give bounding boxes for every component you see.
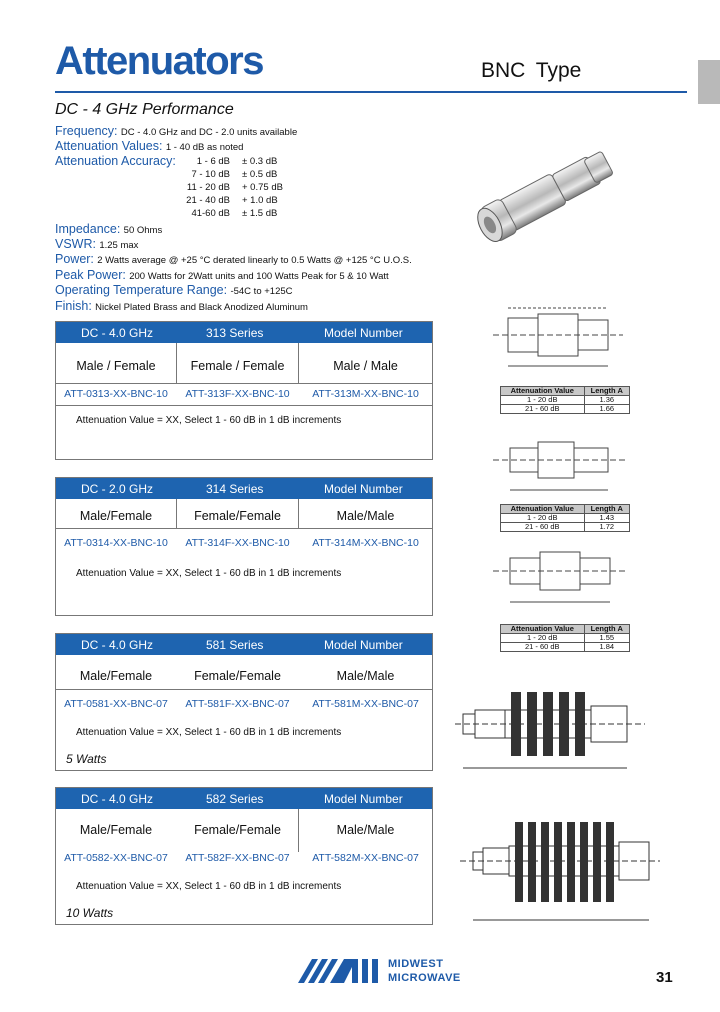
- type-female-female: Female/Female: [194, 509, 281, 523]
- company-name-line1: MIDWEST: [388, 958, 444, 970]
- spec-finish: Finish: Nickel Plated Brass and Black Anodized Aluminum: [55, 299, 308, 313]
- title-rule: [55, 91, 687, 93]
- part-number: ATT-581M-XX-BNC-07: [312, 698, 419, 710]
- spec-peak-power: Peak Power: 200 Watts for 2Watt units and 100 Watts Peak for 5 & 10 Watt: [55, 268, 389, 282]
- spec-attenuation-values: Attenuation Values: 1 - 40 dB as noted: [55, 139, 244, 153]
- section-tab: [698, 60, 720, 104]
- finned-attenuator-5w-drawing: [455, 670, 655, 780]
- part-number: ATT-0314-XX-BNC-10: [64, 537, 168, 549]
- attenuation-note: Attenuation Value = XX, Select 1 - 60 dB in 1 dB increments: [76, 881, 342, 892]
- part-number: ATT-581F-XX-BNC-07: [185, 698, 290, 710]
- accuracy-row: 11 - 20 dB + 0.75 dB: [186, 182, 283, 193]
- type-male-male: Male/Male: [336, 823, 395, 837]
- series-313-drawing: [488, 300, 638, 380]
- accuracy-row: 1 - 6 dB ± 0.3 dB: [196, 156, 278, 167]
- length-table-314: Attenuation Value Length A 1 - 20 dB 1.43 21 - 60 dB 1.72: [500, 504, 630, 532]
- series-582-table: [55, 787, 433, 925]
- part-number: ATT-313M-XX-BNC-10: [312, 388, 419, 400]
- type-male-male: Male/Male: [336, 669, 395, 683]
- series-313-table: [55, 321, 433, 460]
- series-314-table: [55, 477, 433, 616]
- table-header: DC - 4.0 GHz 313 Series Model Number: [56, 322, 432, 343]
- type-male-male: Male / Male: [333, 359, 398, 373]
- performance-heading: DC - 4 GHz Performance: [55, 101, 234, 118]
- type-male-female: Male / Female: [76, 359, 156, 373]
- page-title: Attenuators: [55, 39, 263, 83]
- part-number: ATT-313F-XX-BNC-10: [185, 388, 290, 400]
- type-male-male: Male/Male: [336, 509, 395, 523]
- attenuation-note: Attenuation Value = XX, Select 1 - 60 dB in 1 dB increments: [76, 727, 342, 738]
- type-female-female: Female/Female: [194, 669, 281, 683]
- connector-type-subtitle: BNC Type: [481, 59, 582, 82]
- power-rating: 5 Watts: [66, 752, 107, 766]
- accuracy-row: 21 - 40 dB + 1.0 dB: [186, 195, 278, 206]
- accuracy-table: [170, 156, 300, 226]
- part-number: ATT-582M-XX-BNC-07: [312, 852, 419, 864]
- table-header: DC - 4.0 GHz 582 Series Model Number: [56, 788, 432, 809]
- attenuation-note: Attenuation Value = XX, Select 1 - 60 dB in 1 dB increments: [76, 415, 342, 426]
- attenuator-photo: [470, 118, 630, 268]
- part-number: ATT-582F-XX-BNC-07: [185, 852, 290, 864]
- part-number: ATT-0313-XX-BNC-10: [64, 388, 168, 400]
- series-581-drawing: [488, 538, 638, 620]
- spec-vswr: VSWR: 1.25 max: [55, 237, 139, 251]
- series-581-table: [55, 633, 433, 771]
- power-rating: 10 Watts: [66, 906, 114, 920]
- spec-attenuation-accuracy: Attenuation Accuracy:: [55, 154, 176, 168]
- table-header: DC - 4.0 GHz 581 Series Model Number: [56, 634, 432, 655]
- page-number: 31: [656, 969, 673, 986]
- type-female-female: Female / Female: [190, 359, 285, 373]
- length-table-581: Attenuation Value Length A 1 - 20 dB 1.55 21 - 60 dB 1.84: [500, 624, 630, 652]
- midwest-microwave-logo: [298, 957, 384, 985]
- accuracy-row: 7 - 10 dB ± 0.5 dB: [191, 169, 278, 180]
- part-number: ATT-0581-XX-BNC-07: [64, 698, 168, 710]
- spec-impedance: Impedance: 50 Ohms: [55, 222, 163, 236]
- part-number: ATT-0582-XX-BNC-07: [64, 852, 168, 864]
- part-number: ATT-314F-XX-BNC-10: [185, 537, 290, 549]
- attenuation-note: Attenuation Value = XX, Select 1 - 60 dB in 1 dB increments: [76, 568, 342, 579]
- type-male-female: Male/Female: [79, 669, 153, 683]
- finned-attenuator-10w-drawing: [455, 800, 665, 935]
- type-male-female: Male/Female: [79, 823, 153, 837]
- length-table-313: Attenuation Value Length A 1 - 20 dB 1.36 21 - 60 dB 1.66: [500, 386, 630, 414]
- company-name-line2: MICROWAVE: [388, 972, 461, 984]
- type-female-female: Female/Female: [194, 823, 281, 837]
- spec-power: Power: 2 Watts average @ +25 °C derated linearly to 0.5 Watts @ +125 °C U.O.S.: [55, 252, 412, 266]
- spec-temperature: Operating Temperature Range: -54C to +125C: [55, 283, 293, 297]
- series-314-drawing: [488, 420, 638, 500]
- accuracy-row: 41-60 dB ± 1.5 dB: [191, 208, 278, 219]
- type-male-female: Male/Female: [79, 509, 153, 523]
- spec-frequency: Frequency: DC - 4.0 GHz and DC - 2.0 units available: [55, 124, 298, 138]
- table-header: DC - 2.0 GHz 314 Series Model Number: [56, 478, 432, 499]
- part-number: ATT-314M-XX-BNC-10: [312, 537, 419, 549]
